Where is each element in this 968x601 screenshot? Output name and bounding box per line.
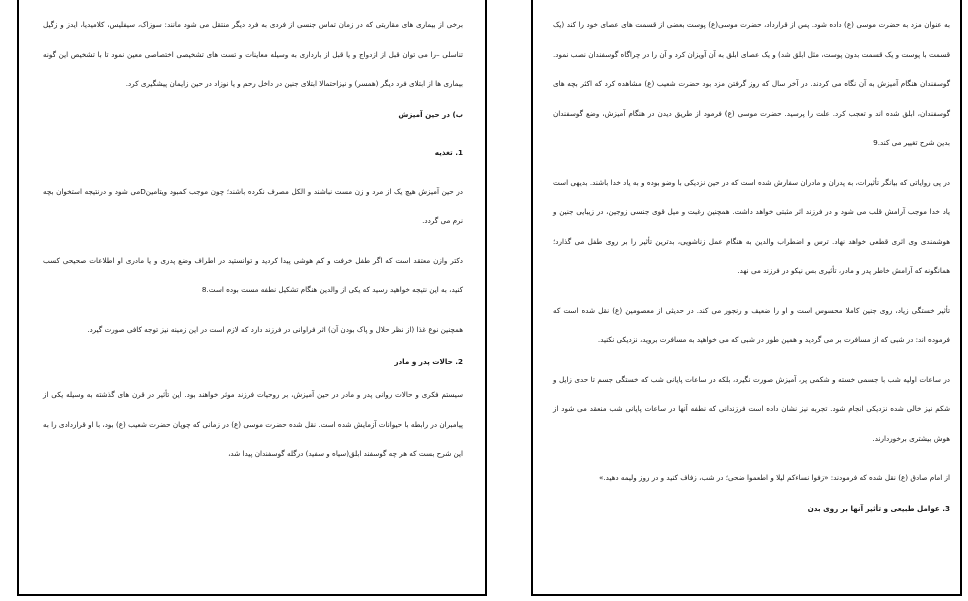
- paragraph: در حین آمیزش هیچ یک از مرد و زن مست نباشند و الکل مصرف نکرده باشند؛ چون موجب کمبود ویتامینDمی شود و درنتیجه استخوان بچه نرم می گردد.: [43, 186, 464, 225]
- subsection-heading: 3. عوامل طبیعی و تأثیر آنها بر روی بدن: [807, 503, 950, 513]
- paragraph: دکتر وازن معتقد است که اگر طفل خرفت و کم هوشی پیدا کردید و توانستید در اطراف وضع پدری و یا مادری او اطلاعات صحیحی کسب کنید، به این نتیجه خواهید رسید که یکی از والدین هنگام تشکیل نطفه مست بوده است.8: [43, 255, 463, 294]
- page-content: [553, 10, 950, 519]
- subsection-heading: 1. تغذیه: [434, 147, 463, 157]
- paragraph: همچنین نوع غذا (از نظر حلال و پاک بودن آن) اثر فراوانی در فرزند دارد که لازم است در این زمینه نیز توجه کافی صورت گیرد.: [87, 324, 463, 334]
- document-page-right: [531, 0, 962, 596]
- subsection-heading: 2. حالات پدر و مادر: [394, 357, 463, 366]
- paragraph: در ساعات اولیه شب با جسمی خسته و شکمی پر، آمیزش صورت نگیرد، بلکه در ساعات پایانی شب که خستگی جسم تا حدی زایل و شکم نیز خالی شده نزدیکی انجام شود. تجربه نیز نشان داده است فرزندانی که نطفه آنها در ساعات پایانی شب منعقد می شود از هوش بیشتری برخوردارند.: [553, 374, 950, 443]
- paragraph: به عنوان مزد به حضرت موسی (ع) داده شود. پس از قرارداد، حضرت موسی(ع) پوست بعضی از قسمت های عصای خود را کند (یک قسمت با پوست و یک قسمت بدون پوست، مثل ابلق شد) و یک عصای ابلق به آن آویزان کرد و آن را در چراگاه گوسفندان نصب نمود. گوسفندان هنگام آمیزش به آن نگاه می کردند. در آخر سال که روز گرفتن مزد بود حضرت شعیب (ع) مشاهده کرد که اکثر بچه های گوسفندان، ابلق شده اند و تعجب کرد. علت را پرسید. حضرت موسی (ع) فرمود از طریق دیدن در هنگام آمیزش، وضع گوسفندان بدین شرح تغییر می کند.9: [553, 20, 950, 147]
- paragraph: از امام صادق (ع) نقل شده که فرمودند: «زفوا نساءکم لیلا و اطعموا ضحی؛ در شب، زفاف کنید و در روز ولیمه دهید.»: [598, 473, 950, 482]
- document-page-left: [17, 0, 487, 596]
- paragraph: تأثیر خستگی زیاد، روی جنین کاملا محسوس است و او را ضعیف و رنجور می کند. در حدیثی از معصومین (ع) نقل شده است که فرموده اند: در شبی که از مسافرت بر می گردید و همین طور در شبی که می خواهید به مسافرت بروید، نزدیکی نکنید.: [553, 305, 950, 344]
- page-content: [43, 10, 463, 469]
- paragraph: سیستم فکری و حالات روانی پدر و مادر در حین آمیزش، بر روحیات فرزند موثر خواهند بود. این تأثیر در قرن های گذشته به وسیله یکی از پیامبران در رابطه با حیوانات آزمایش شده است. نقل شده حضرت موسی (ع) در زمانی که چوپان حضرت شعیب (ع) بود، با او قراردادی را به این شرح بست که هر چه گوسفند ابلق(سیاه و سفید) درگله گوسفندان پیدا شد،: [43, 390, 463, 458]
- paragraph: در پی روایاتی که بیانگر تأثیرات، به پدران و مادران سفارش شده است که در حین نزدیکی با وضو بوده و به یاد خدا باشند. بدیهی است یاد خدا موجب آرامش قلب می شود و در فرزند اثر مثبتی خواهد داشت. همچنین رغبت و میل قوی جنسی زوجین، در زیبایی جنین و هوشمندی وی اثری قطعی خواهد نهاد. ترس و اضطراب والدین به هنگام عمل زناشویی، بدترین تأثیر را بر روی طفل می گذارد؛ همانگونه که آرامش خاطر پدر و مادر، تأثیری بس نیکو در فرزند می نهد.: [553, 177, 950, 275]
- paragraph: برخی از بیماری های مقاربتی که در زمان تماس جنسی از فردی به فرد دیگر منتقل می شود مانند: سوزاک، سیفلیس، کلامیدیا، ایدز و زگیل تناسلی –را می توان قبل از ازدواج و یا قبل از بارداری به وسیله معاینات و تست های تشخیصی اختصاصی معین نمود تا با تشخیص این گونه بیماری ها از ابتلای فرد دیگر (همسر) و نیزاحتمالا ابتلای جنین در داخل رحم و یا نوزاد در حین زایمان پیشگیری کرد.: [43, 20, 463, 88]
- section-heading: ب) در حین آمیزش: [398, 109, 463, 119]
